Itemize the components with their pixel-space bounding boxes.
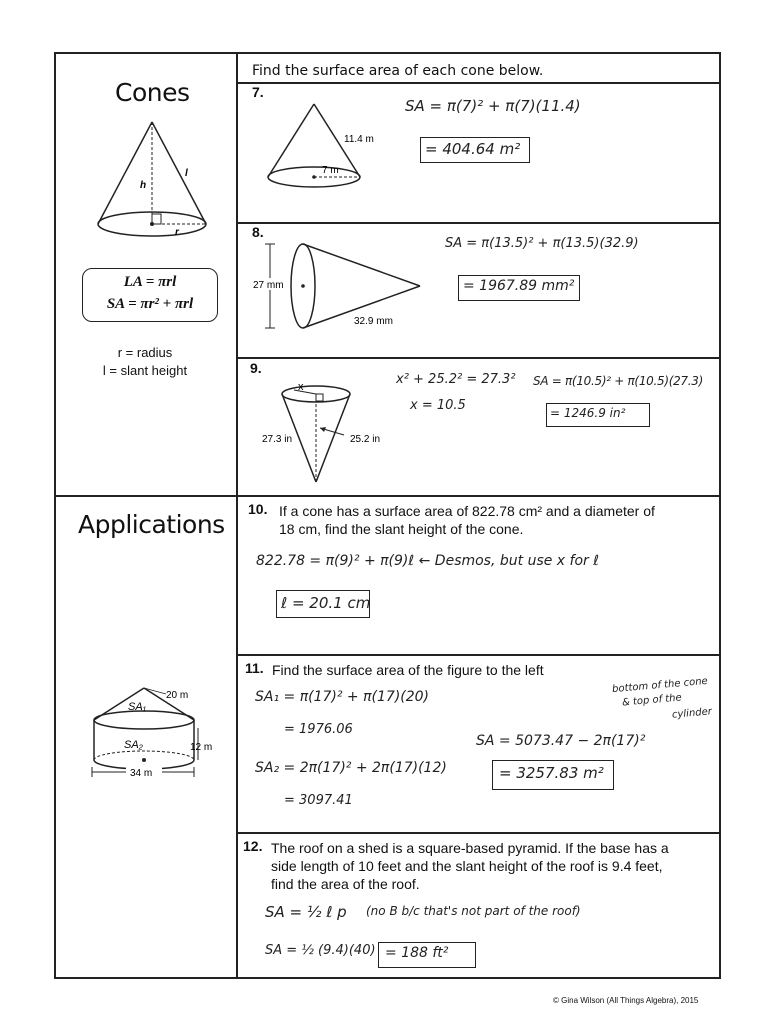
p10-text-line1: If a cone has a surface area of 822.78 cm² and a diameter of — [279, 503, 655, 519]
figure-11-cone-cylinder — [86, 686, 226, 786]
p12-text-line2: side length of 10 feet and the slant height of the roof is 9.4 feet, — [271, 858, 663, 874]
frame-right — [719, 52, 721, 979]
p10-answer: ℓ = 20.1 cm — [281, 594, 371, 612]
header-divider — [236, 82, 721, 84]
cone-label-r: r — [175, 227, 179, 238]
section-divider — [54, 495, 721, 497]
formula-sa: SA = πr² + πrl — [106, 296, 194, 312]
p9-height-label: 25.2 in — [350, 434, 381, 445]
p10-text-line2: 18 cm, find the slant height of the cone. — [279, 521, 524, 537]
p8-number: 8. — [252, 224, 264, 240]
frame-bottom — [54, 977, 721, 979]
p10-number: 10. — [248, 501, 268, 517]
cone-diagram — [90, 118, 220, 248]
fig11-height-label: 12 m — [190, 742, 213, 753]
p11-work-sa2: SA₂ = 2π(17)² + 2π(17)(12) — [255, 760, 447, 776]
p7-radius-label: 7 m — [322, 165, 339, 176]
formula-la: LA = πrl — [123, 274, 177, 290]
p9-work-x: x = 10.5 — [410, 398, 466, 413]
p12-answer: = 188 ft² — [385, 945, 449, 961]
fig11-width-label: 34 m — [130, 768, 153, 779]
cone-label-l: l — [185, 168, 188, 179]
p11-work-sa1-result: = 1976.06 — [284, 722, 353, 737]
p8-slant-label: 32.9 mm — [354, 316, 393, 327]
p9-cone — [258, 378, 398, 488]
instructions: Find the surface area of each cone below. — [252, 63, 544, 79]
p9-slant-label: 27.3 in — [262, 434, 293, 445]
applications-title: Applications — [78, 510, 225, 539]
p11-work-sa2-result: = 3097.41 — [284, 793, 353, 808]
p7-number: 7. — [252, 84, 264, 100]
p9-answer: = 1246.9 in² — [550, 406, 626, 420]
row-divider-8-9 — [236, 357, 721, 359]
p11-work-total: SA = 5073.47 − 2π(17)² — [476, 733, 646, 749]
p11-note-line3: cylinder — [671, 706, 713, 721]
p8-answer: = 1967.89 mm² — [463, 278, 575, 294]
cones-title: Cones — [115, 78, 190, 107]
p11-note-line1: bottom of the cone — [611, 675, 709, 696]
p12-work-sub: SA = ½ (9.4)(40) — [265, 943, 376, 958]
p7-cone — [262, 100, 402, 195]
row-divider-7-8 — [236, 222, 721, 224]
p11-answer: = 3257.83 m² — [499, 764, 604, 782]
frame-top — [54, 52, 721, 54]
p10-work: 822.78 = π(9)² + π(9)ℓ ← Desmos, but use x for ℓ — [256, 553, 600, 569]
frame-left — [54, 52, 56, 979]
p12-work-note: (no B b/c that's not part of the roof) — [366, 904, 581, 918]
p11-text: Find the surface area of the figure to the left — [272, 662, 544, 678]
fig11-slant-label: 20 m — [166, 690, 189, 701]
p9-work-sa: SA = π(10.5)² + π(10.5)(27.3) — [533, 374, 703, 388]
p7-slant-label: 11.4 m — [344, 134, 374, 145]
p9-work-pythag: x² + 25.2² = 27.3² — [396, 372, 516, 387]
p9-number: 9. — [250, 360, 262, 376]
footer-credit: © Gina Wilson (All Things Algebra), 2015 — [553, 996, 699, 1005]
fig11-sa2-label: SA₂ — [124, 739, 143, 751]
p12-text-line1: The roof on a shed is a square-based pyramid. If the base has a — [271, 840, 669, 856]
cone-label-h: h — [140, 180, 147, 191]
row-divider-11-12 — [236, 832, 721, 834]
p8-diameter-label: 27 mm — [253, 280, 284, 291]
p8-work: SA = π(13.5)² + π(13.5)(32.9) — [445, 236, 639, 251]
p7-answer: = 404.64 m² — [425, 140, 521, 158]
p7-work: SA = π(7)² + π(7)(11.4) — [405, 97, 581, 115]
p9-x-label: x — [298, 381, 304, 393]
p8-cone — [250, 238, 430, 338]
p11-work-sa1: SA₁ = π(17)² + π(17)(20) — [255, 689, 430, 705]
definition-r: r = radius — [117, 345, 173, 360]
p11-note-line2: & top of the — [621, 692, 683, 709]
p12-number: 12. — [243, 838, 263, 854]
p11-number: 11. — [245, 660, 264, 676]
fig11-sa1-label: SA₁ — [128, 701, 147, 713]
p12-work-formula: SA = ½ ℓ p — [265, 903, 347, 921]
definition-l: l = slant height — [102, 363, 188, 378]
p12-text-line3: find the area of the roof. — [271, 876, 420, 892]
column-divider — [236, 52, 238, 979]
row-divider-10-11 — [236, 654, 721, 656]
